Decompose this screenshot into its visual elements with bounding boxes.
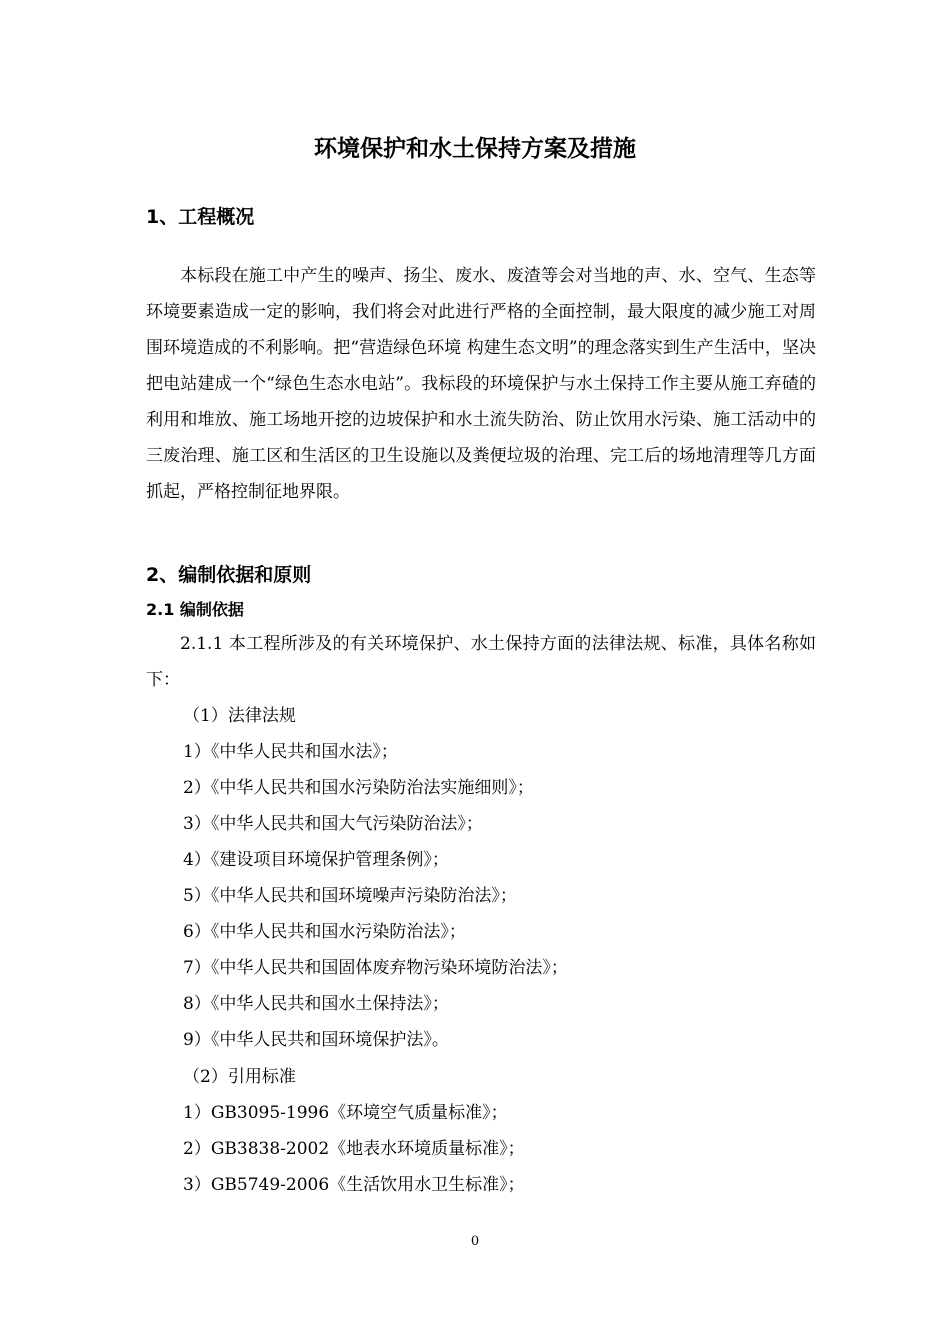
list-item: 4）《建设项目环境保护管理条例》； [183,850,449,870]
basis-intro-paragraph: 2.1.1 本工程所涉及的有关环境保护、水土保持方面的法律法规、标准，具体名称如下： [146,634,816,690]
standards-group-label: （2）引用标准 [183,1067,296,1087]
list-item: 6）《中华人民共和国水污染防治法》； [183,922,466,942]
section-heading-basis: 2、编制依据和原则 [146,564,312,586]
section-heading-overview: 1、工程概况 [146,206,255,228]
document-title: 环境保护和水土保持方案及措施 [314,136,636,162]
list-item: 5）《中华人民共和国环境噪声污染防治法》； [183,886,517,906]
subsection-heading-basis: 2.1 编制依据 [146,600,244,619]
list-item: 3）《中华人民共和国大气污染防治法》； [183,814,483,834]
overview-paragraph: 本标段在施工中产生的噪声、扬尘、废水、废渣等会对当地的声、水、空气、生态等环境要素造成一定的影响，我们将会对此进行严格的全面控制，最大限度的减少施工对周围环境造成的不利影响。把“营造绿色环境 构建生态文明”的理念落实到生产生活中，坚决把电站建成一个“绿色生态水电站”。我标段的环境保护与水土保持工作主要从施工弃碴的利用和堆放、施工场地开挖的边坡保护和水土流失防治、防止饮用水污染、施工活动中的三废治理、施工区和生活区的卫生设施以及粪便垃圾的治理、完工后的场地清理等几方面抓起，严格控制征地界限。 [146,266,816,502]
list-item: 2）GB3838-2002《地表水环境质量标准》； [183,1139,525,1159]
list-item: 1）GB3095-1996《环境空气质量标准》； [183,1103,508,1123]
list-item: 8）《中华人民共和国水土保持法》； [183,994,449,1014]
list-item: 2）《中华人民共和国水污染防治法实施细则》； [183,778,534,798]
list-item: 7）《中华人民共和国固体废弃物污染环境防治法》； [183,958,568,978]
list-item: 9）《中华人民共和国环境保护法》。 [183,1030,449,1050]
list-item: 1）《中华人民共和国水法》； [183,742,398,762]
list-item: 3）GB5749-2006《生活饮用水卫生标准》； [183,1175,525,1195]
page-number: 0 [470,1234,480,1249]
laws-group-label: （1）法律法规 [183,706,296,726]
